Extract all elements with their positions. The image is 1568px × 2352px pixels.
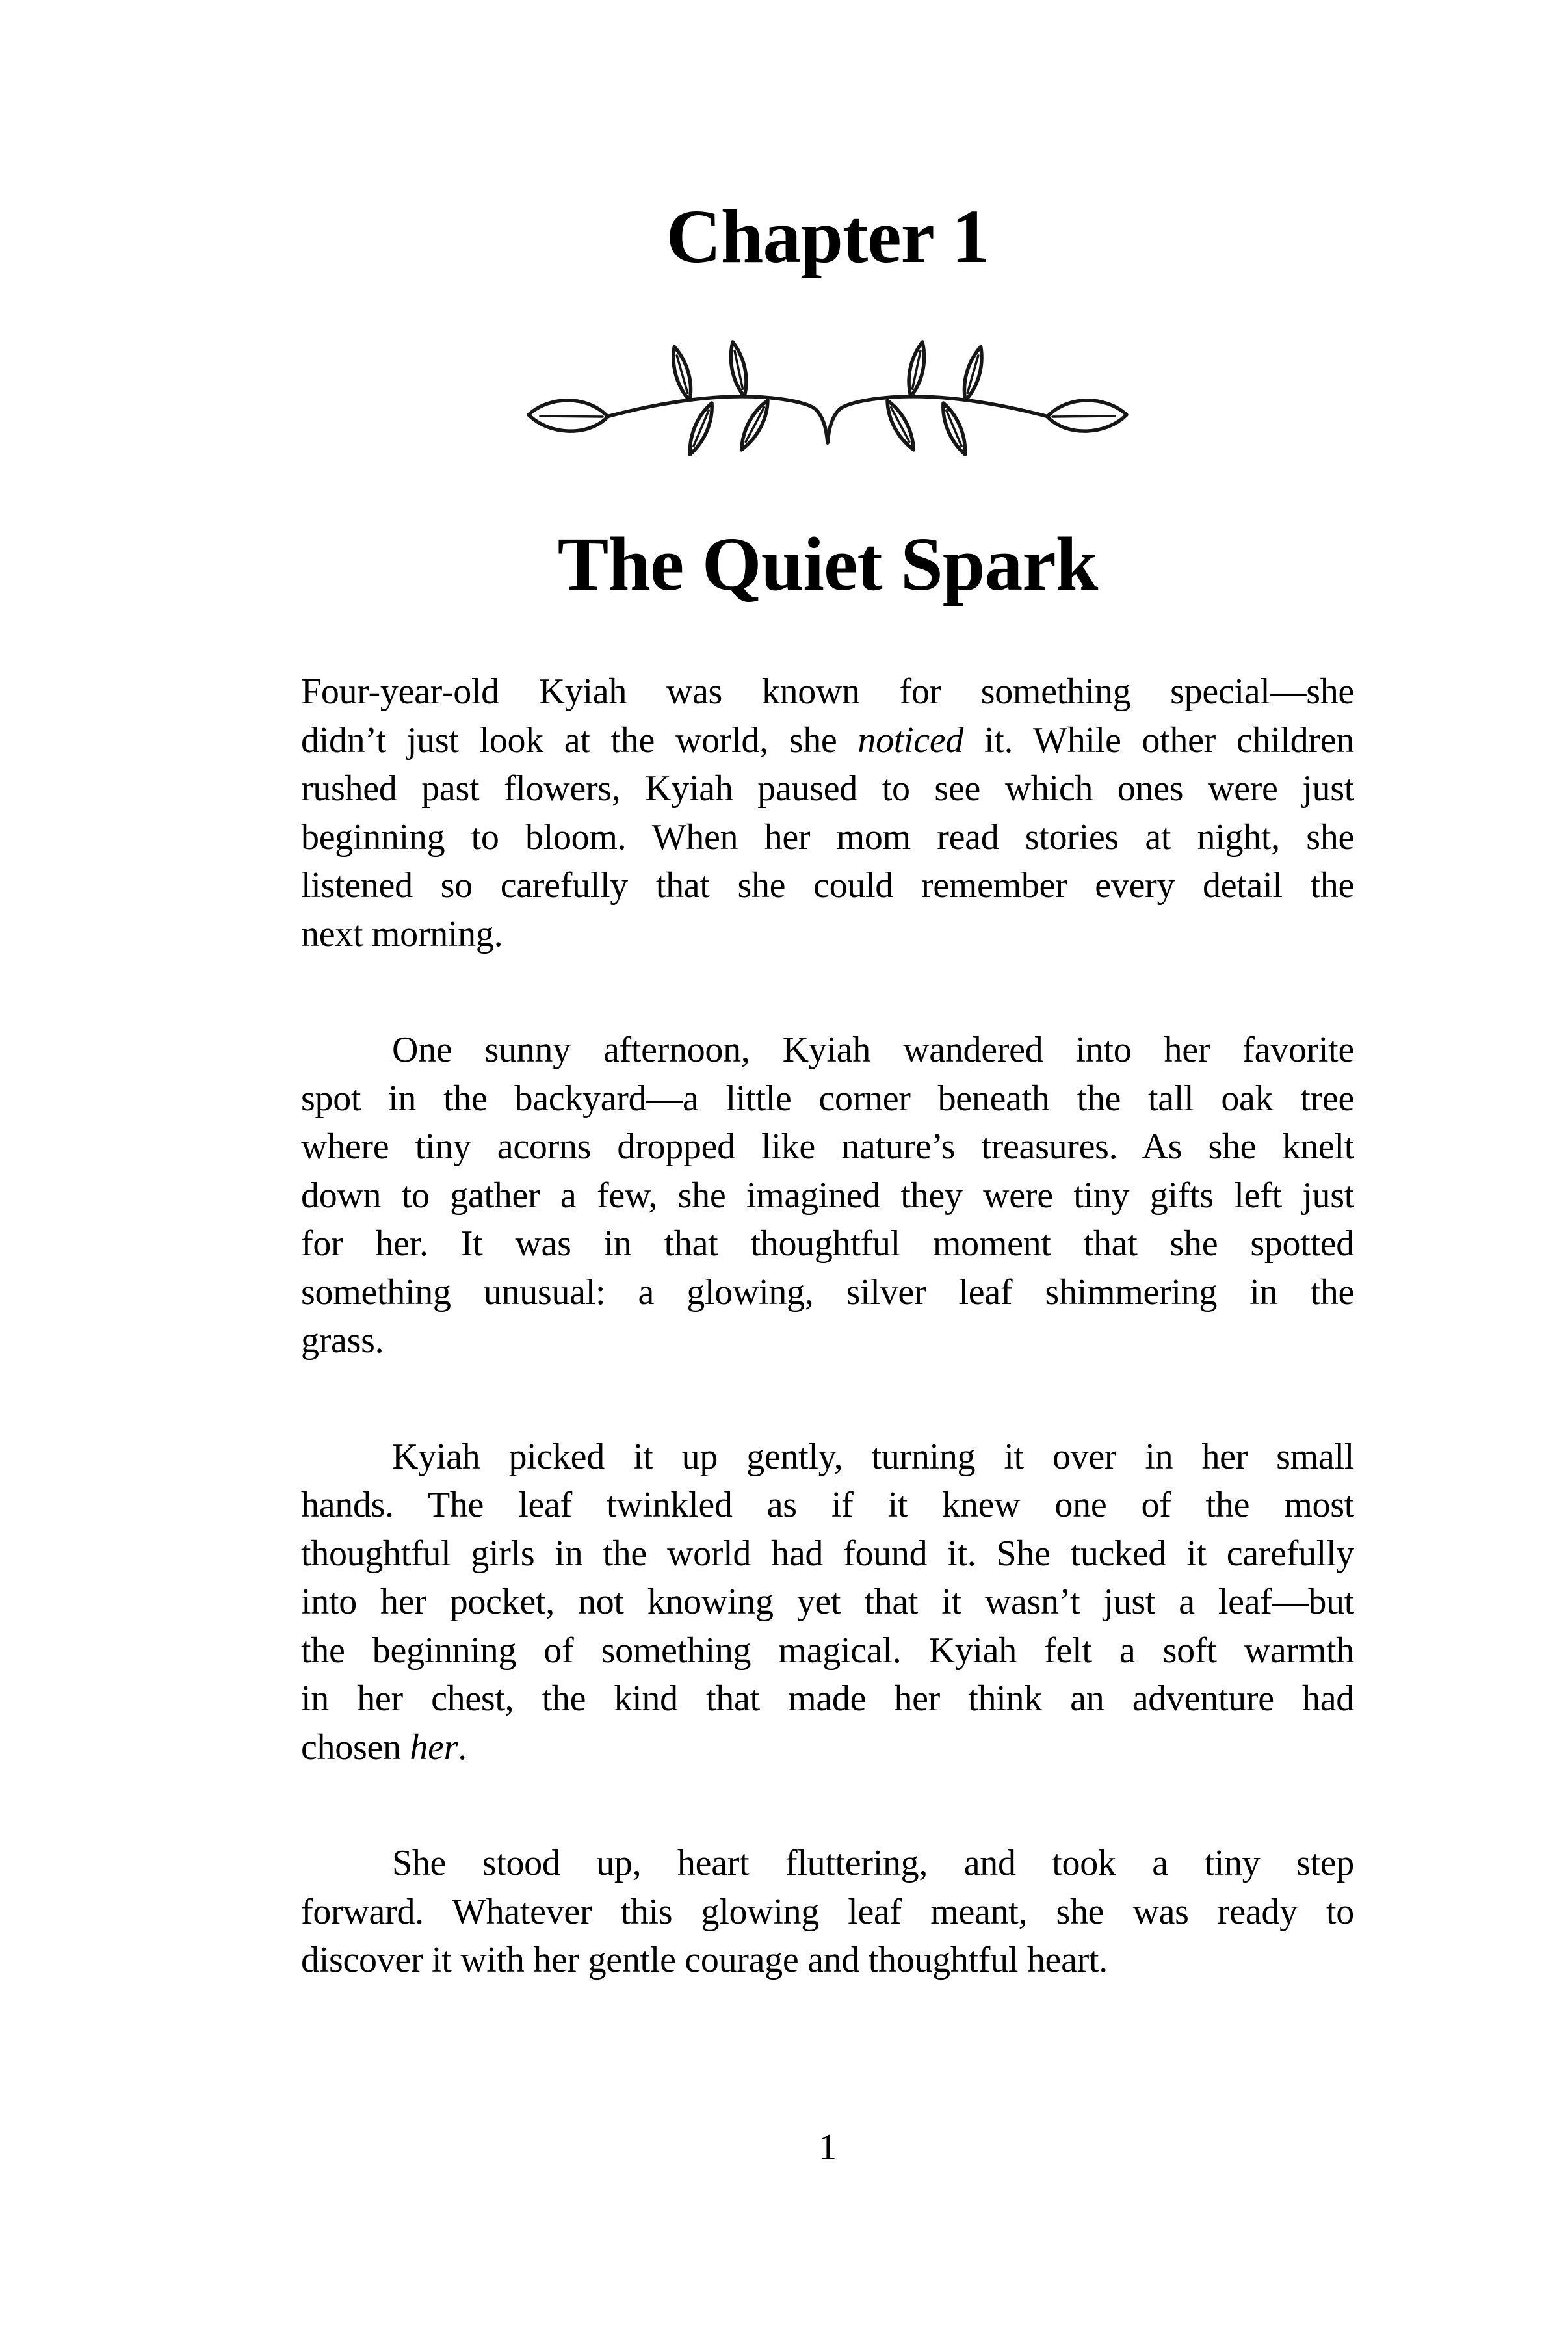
text-line: chosen her.	[301, 1727, 467, 1768]
chapter-title: The Quiet Spark	[557, 521, 1098, 607]
text-line: into her pocket, not knowing yet that it wasn’t just a leaf—but	[301, 1582, 1354, 1622]
paragraph	[301, 1433, 1354, 1772]
text-line: discover it with her gentle courage and thoughtful heart.	[301, 1940, 1108, 1980]
text-line: for her. It was in that thoughtful moment that she spotted	[301, 1223, 1354, 1264]
chapter-ornament	[301, 324, 1354, 464]
text-line: One sunny afternoon, Kyiah wandered into her favorite	[392, 1030, 1354, 1070]
text-line: rushed past flowers, Kyiah paused to see which ones were just	[301, 768, 1354, 809]
text-line: thoughtful girls in the world had found it. She tucked it carefully	[301, 1533, 1354, 1574]
text-line: in her chest, the kind that made her think an adventure had	[301, 1679, 1354, 1719]
text-line: She stood up, heart fluttering, and took a tiny step	[392, 1843, 1354, 1883]
text-line: something unusual: a glowing, silver leaf shimmering in the	[301, 1272, 1354, 1313]
text-line: Kyiah picked it up gently, turning it over in her small	[392, 1436, 1354, 1477]
text-line: hands. The leaf twinkled as if it knew one of the most	[301, 1485, 1354, 1525]
text-line: didn’t just look at the world, she noticed it. While other children	[301, 720, 1354, 761]
paragraph	[301, 1026, 1354, 1365]
text-line: Four-year-old Kyiah was known for something special—she	[301, 672, 1354, 712]
text-line: the beginning of something magical. Kyiah felt a soft warmth	[301, 1630, 1354, 1671]
text-line: listened so carefully that she could remember every detail the	[301, 865, 1354, 906]
chapter-heading: Chapter 1	[666, 194, 989, 279]
text-line: next morning.	[301, 913, 503, 954]
leaf-branch-divider-icon	[522, 324, 1133, 464]
paragraph	[301, 668, 1354, 958]
body-text	[301, 668, 1354, 1985]
text-line: down to gather a few, she imagined they were tiny gifts left just	[301, 1175, 1354, 1216]
paragraph	[301, 1839, 1354, 1985]
text-line: beginning to bloom. When her mom read stories at night, she	[301, 817, 1354, 857]
text-line: spot in the backyard—a little corner beneath the tall oak tree	[301, 1078, 1354, 1119]
text-line: forward. Whatever this glowing leaf meant, she was ready to	[301, 1891, 1354, 1932]
text-line: where tiny acorns dropped like nature’s treasures. As she knelt	[301, 1127, 1354, 1167]
page-number: 1	[818, 2127, 837, 2167]
text-line: grass.	[301, 1320, 384, 1361]
